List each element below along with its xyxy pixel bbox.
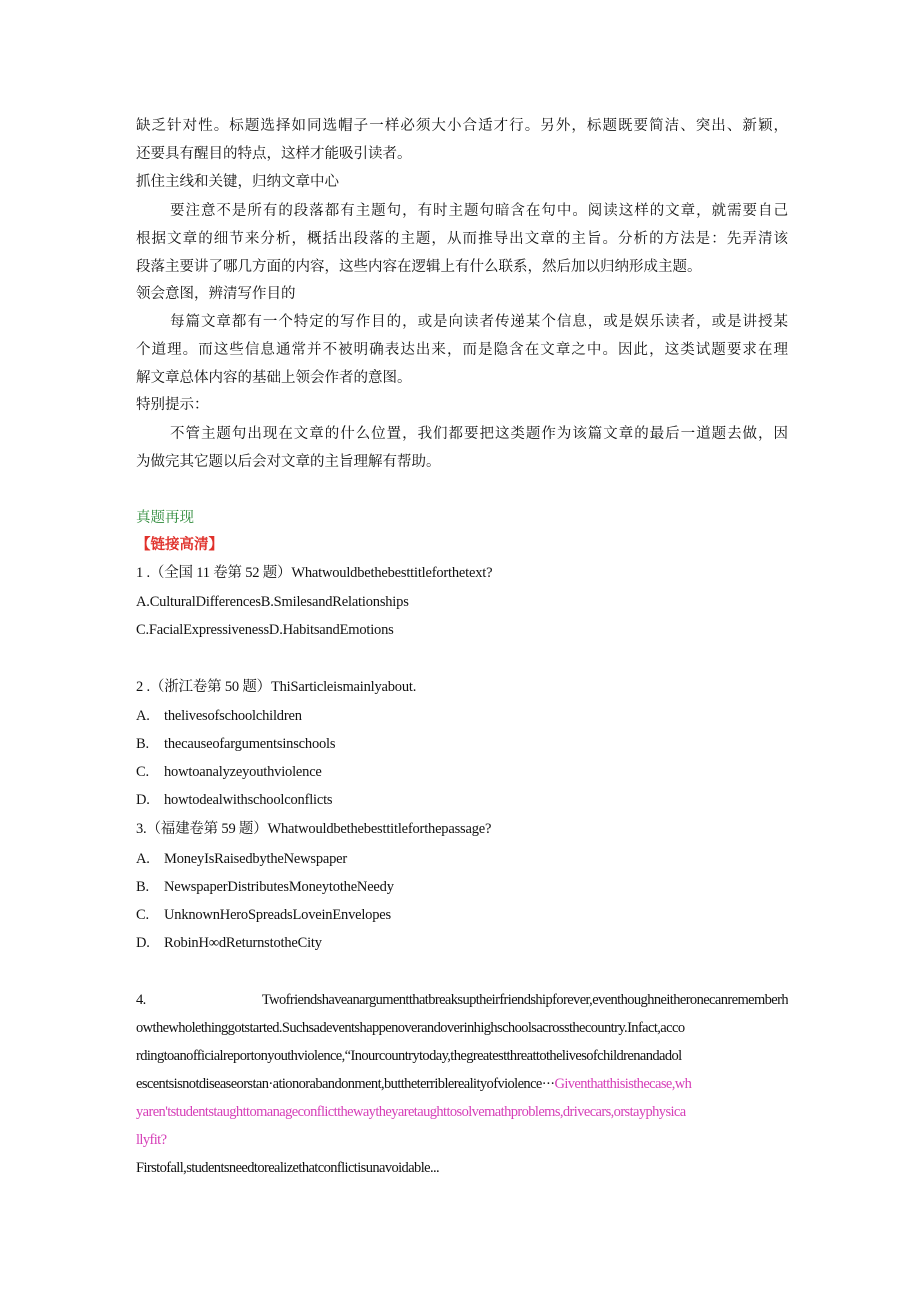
passage-line-4-text: escentsisnotdiseaseorstan·ationorabandonment,buttheterriblerealityofviolence···	[136, 1076, 555, 1092]
intro-line-1: 缺乏针对性。标题选择如同选帽子一样必须大小合适才行。另外，标题既要简洁、突出、新颖，	[136, 118, 788, 134]
section-heading-main-line: 抓住主线和关键，归纳文章中心	[136, 174, 339, 190]
question-3-option-a: A. MoneyIsRaisedbytheNewspaper	[136, 851, 348, 867]
real-exam-title: 真题再现	[136, 510, 194, 526]
intent-paragraph-line-3: 解文章总体内容的基础上领会作者的意图。	[136, 370, 412, 386]
question-1-options-line-2: C.FacialExpressivenessD.HabitsandEmotions	[136, 622, 394, 638]
question-3-option-b: B. NewspaperDistributesMoneytotheNeedy	[136, 879, 394, 895]
question-2-option-b: B. thecauseofargumentsinschools	[136, 736, 336, 752]
intent-paragraph-line-1: 每篇文章都有一个特定的写作目的，或是向读者传递某个信息，或是娱乐读者，或是讲授某	[170, 314, 788, 330]
tip-paragraph-line-2: 为做完其它题以后会对文章的主旨理解有帮助。	[136, 454, 441, 470]
question-1-options-line-1: A.CulturalDifferencesB.SmilesandRelationships	[136, 594, 409, 610]
intent-paragraph-line-2: 个道理。而这些信息通常并不被明确表达出来，而是隐含在文章之中。因此，这类试题要求在理	[136, 342, 788, 358]
tip-heading: 特别提示：	[136, 397, 209, 413]
passage-line-5: yaren'tstudentstaughttomanageconflictthewaytheyaretaughttosolvemathproblems,drivecars,orstayphysica	[136, 1104, 686, 1120]
main-paragraph-line-2: 根据文章的细节来分析，概括出段落的主题，从而推导出文章的主旨。分析的方法是：先弄清该	[136, 231, 788, 247]
passage-line-7: Firstofall,studentsneedtorealizethatconflictisunavoidable...	[136, 1160, 440, 1176]
main-paragraph-line-3: 段落主要讲了哪几方面的内容，这些内容在逻辑上有什么联系，然后加以归纳形成主题。	[136, 259, 702, 275]
passage-line-2: owthewholethinggotstarted.Suchsadeventshappenoverandoverinhighschoolsacrossthecountry.Infact,acco	[136, 1020, 685, 1036]
main-paragraph-line-1: 要注意不是所有的段落都有主题句，有时主题句暗含在句中。阅读这样的文章，就需要自己	[170, 203, 788, 219]
passage-line-4	[136, 1074, 788, 1094]
passage-highlight: Giventhatthisisthecase,wh	[554, 1076, 692, 1092]
section-heading-intent: 领会意图，辨清写作目的	[136, 286, 296, 302]
passage-line-1: 4. Twofriendshaveanargumentthatbreaksuptheirfriendshipforever,eventhoughneitheronecanrememberh	[136, 992, 788, 1008]
question-3-option-d: D. RobinH∞dReturnstotheCity	[136, 935, 322, 951]
question-2-option-c: C. howtoanalyzeyouthviolence	[136, 764, 322, 780]
question-3-stem: 3.（福建卷第 59 题）Whatwouldbethebesttitleforthepassage?	[136, 821, 492, 837]
question-1-stem: 1 .（全国 11 卷第 52 题）Whatwouldbethebesttitleforthetext?	[136, 565, 493, 581]
question-2-option-d: D. howtodealwithschoolconflicts	[136, 792, 333, 808]
passage-line-6: llyfit?	[136, 1132, 167, 1148]
question-2-option-a: A. thelivesofschoolchildren	[136, 708, 302, 724]
question-3-option-c: C. UnknownHeroSpreadsLoveinEnvelopes	[136, 907, 391, 923]
real-exam-link[interactable]: 【链接高清】	[136, 537, 223, 553]
question-2-stem: 2 .（浙江卷第 50 题）ThiSarticleismainlyabout.	[136, 679, 417, 695]
tip-paragraph-line-1: 不管主题句出现在文章的什么位置，我们都要把这类题作为该篇文章的最后一道题去做，因	[170, 426, 788, 442]
intro-line-2: 还要具有醒目的特点，这样才能吸引读者。	[136, 146, 412, 162]
passage-line-3: rdingtoanofficialreportonyouthviolence,“Inourcountrytoday,thegreatestthreattothelivesofchildrenandadol	[136, 1048, 682, 1064]
